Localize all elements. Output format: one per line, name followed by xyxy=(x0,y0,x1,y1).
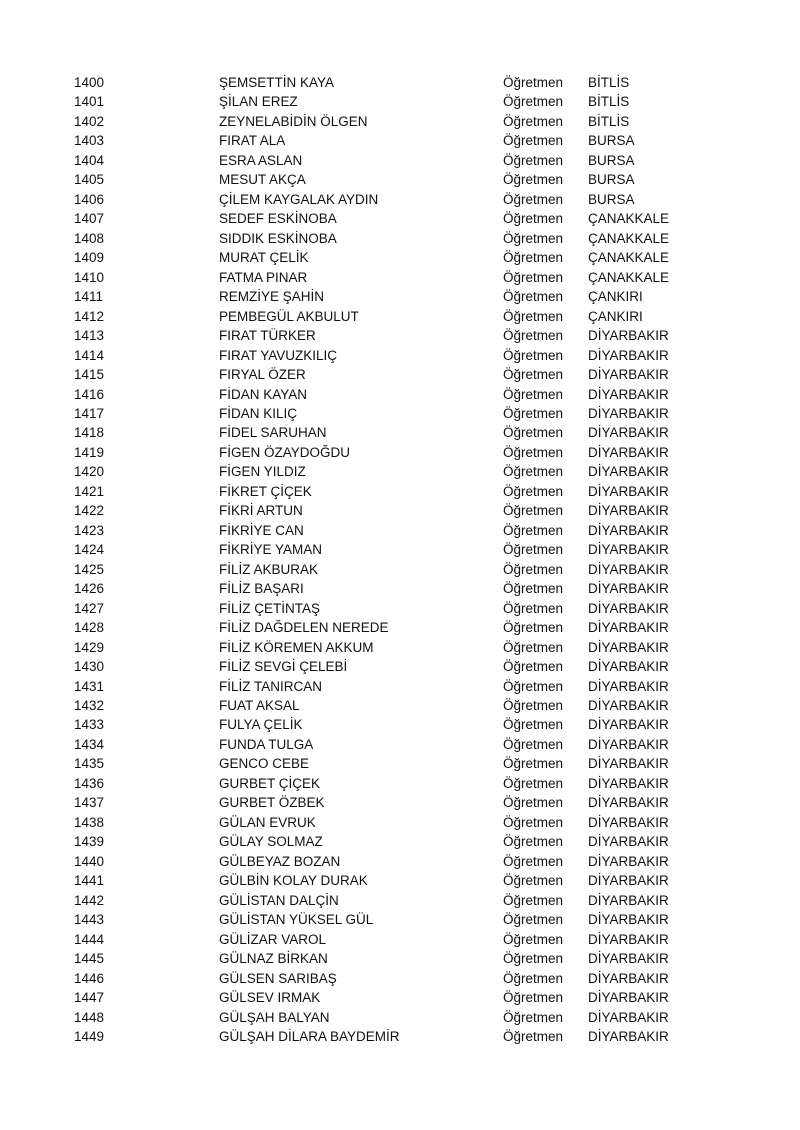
row-role: Öğretmen xyxy=(503,834,564,850)
row-role: Öğretmen xyxy=(503,951,564,967)
row-name: FİLİZ ÇETİNTAŞ xyxy=(219,600,321,616)
row-name: GÜLAN EVRUK xyxy=(219,814,316,830)
table-row xyxy=(0,385,800,404)
table-row xyxy=(0,151,800,170)
row-name: GURBET ÖZBEK xyxy=(219,795,325,811)
row-number: 1446 xyxy=(74,970,105,986)
row-city: DİYARBAKIR xyxy=(588,328,669,344)
row-name: ŞEMSETTİN KAYA xyxy=(219,75,335,90)
row-city: ÇANAKKALE xyxy=(588,211,670,227)
row-number: 1411 xyxy=(74,289,104,305)
row-name: FİDEL SARUHAN xyxy=(219,425,327,441)
row-city: DİYARBAKIR xyxy=(588,600,669,616)
row-role: Öğretmen xyxy=(503,113,564,129)
table-row xyxy=(0,209,800,228)
row-role: Öğretmen xyxy=(503,347,564,363)
row-role: Öğretmen xyxy=(503,1009,564,1025)
row-name: SIDDIK ESKİNOBA xyxy=(219,230,337,246)
row-city: DİYARBAKIR xyxy=(588,639,669,655)
row-role: Öğretmen xyxy=(503,814,564,830)
row-city: DİYARBAKIR xyxy=(588,542,669,558)
table-row xyxy=(0,482,800,501)
table-row xyxy=(0,307,800,326)
row-number: 1415 xyxy=(74,367,105,383)
table-row xyxy=(0,871,800,890)
table-row xyxy=(0,599,800,618)
row-city: BURSA xyxy=(588,133,635,149)
row-city: DİYARBAKIR xyxy=(588,620,669,636)
row-city: DİYARBAKIR xyxy=(588,892,669,908)
table-row xyxy=(0,1008,800,1027)
row-number: 1449 xyxy=(74,1028,105,1044)
row-name: FİLİZ BAŞARI xyxy=(219,581,304,597)
row-city: DİYARBAKIR xyxy=(588,425,669,441)
row-role: Öğretmen xyxy=(503,75,564,90)
table-row xyxy=(0,268,800,287)
row-name: FİLİZ SEVGİ ÇELEBİ xyxy=(219,659,348,675)
row-number: 1430 xyxy=(74,659,105,675)
row-city: DİYARBAKIR xyxy=(588,853,669,869)
table-row xyxy=(0,930,800,949)
row-number: 1442 xyxy=(74,892,105,908)
row-number: 1448 xyxy=(74,1009,105,1025)
row-name: FİLİZ KÖREMEN AKKUM xyxy=(219,639,374,655)
row-name: FİDAN KILIÇ xyxy=(219,405,298,421)
table-row xyxy=(0,774,800,793)
row-role: Öğretmen xyxy=(503,444,564,460)
row-number: 1405 xyxy=(74,172,105,188)
row-name: FİLİZ DAĞDELEN NEREDE xyxy=(219,620,389,636)
row-city: DİYARBAKIR xyxy=(588,464,669,480)
row-city: DİYARBAKIR xyxy=(588,873,669,889)
row-name: PEMBEGÜL AKBULUT xyxy=(219,308,359,324)
table-row xyxy=(0,735,800,754)
row-city: DİYARBAKIR xyxy=(588,970,669,986)
row-city: BİTLİS xyxy=(588,113,630,129)
row-number: 1441 xyxy=(74,873,105,889)
row-role: Öğretmen xyxy=(503,289,564,305)
row-name: FİGEN ÖZAYDOĞDU xyxy=(219,444,351,460)
table-row xyxy=(0,365,800,384)
row-name: GÜLAY SOLMAZ xyxy=(219,834,323,850)
row-name: GÜLİZAR VAROL xyxy=(219,931,327,947)
row-city: DİYARBAKIR xyxy=(588,795,669,811)
table-row xyxy=(0,443,800,462)
row-city: DİYARBAKIR xyxy=(588,912,669,928)
row-role: Öğretmen xyxy=(503,581,564,597)
table-row xyxy=(0,112,800,131)
row-number: 1420 xyxy=(74,464,105,480)
row-name: GÜLBEYAZ BOZAN xyxy=(219,853,341,869)
row-role: Öğretmen xyxy=(503,600,564,616)
row-city: DİYARBAKIR xyxy=(588,814,669,830)
row-role: Öğretmen xyxy=(503,756,564,772)
row-role: Öğretmen xyxy=(503,230,564,246)
row-name: GÜLİSTAN YÜKSEL GÜL xyxy=(219,912,374,928)
row-number: 1431 xyxy=(74,678,105,694)
row-city: DİYARBAKIR xyxy=(588,990,669,1006)
row-role: Öğretmen xyxy=(503,211,564,227)
row-role: Öğretmen xyxy=(503,639,564,655)
row-city: ÇANAKKALE xyxy=(588,230,670,246)
row-name: FİGEN YILDIZ xyxy=(219,464,306,480)
row-number: 1439 xyxy=(74,834,105,850)
row-number: 1447 xyxy=(74,990,105,1006)
table-row xyxy=(0,832,800,851)
row-number: 1401 xyxy=(74,94,105,110)
row-role: Öğretmen xyxy=(503,425,564,441)
row-name: GÜLŞAH BALYAN xyxy=(219,1009,330,1025)
row-city: DİYARBAKIR xyxy=(588,736,669,752)
row-city: DİYARBAKIR xyxy=(588,931,669,947)
row-number: 1408 xyxy=(74,230,105,246)
row-role: Öğretmen xyxy=(503,1028,564,1044)
row-role: Öğretmen xyxy=(503,172,564,188)
table-row xyxy=(0,618,800,637)
row-name: FİKRİYE YAMAN xyxy=(219,542,323,558)
row-role: Öğretmen xyxy=(503,659,564,675)
table-row xyxy=(0,754,800,773)
table-row xyxy=(0,813,800,832)
row-city: BURSA xyxy=(588,191,635,207)
row-name: FİLİZ AKBURAK xyxy=(219,561,319,577)
teacher-list xyxy=(0,73,800,1046)
table-row xyxy=(0,657,800,676)
row-role: Öğretmen xyxy=(503,795,564,811)
row-role: Öğretmen xyxy=(503,561,564,577)
row-role: Öğretmen xyxy=(503,483,564,499)
row-city: BURSA xyxy=(588,152,635,168)
row-number: 1400 xyxy=(74,75,105,90)
row-number: 1429 xyxy=(74,639,105,655)
row-role: Öğretmen xyxy=(503,191,564,207)
row-role: Öğretmen xyxy=(503,308,564,324)
row-city: DİYARBAKIR xyxy=(588,756,669,772)
row-number: 1404 xyxy=(74,152,105,168)
row-number: 1423 xyxy=(74,522,105,538)
row-city: DİYARBAKIR xyxy=(588,347,669,363)
row-number: 1433 xyxy=(74,717,105,733)
row-city: DİYARBAKIR xyxy=(588,659,669,675)
row-name: GENCO CEBE xyxy=(219,756,310,772)
row-name: ESRA ASLAN xyxy=(219,152,303,168)
row-city: DİYARBAKIR xyxy=(588,444,669,460)
row-name: GÜLSEN SARIBAŞ xyxy=(219,970,337,986)
row-name: GÜLSEV IRMAK xyxy=(219,990,321,1006)
row-name: FULYA ÇELİK xyxy=(219,717,303,733)
table-row xyxy=(0,248,800,267)
row-city: DİYARBAKIR xyxy=(588,951,669,967)
row-number: 1435 xyxy=(74,756,105,772)
row-role: Öğretmen xyxy=(503,503,564,519)
table-row xyxy=(0,579,800,598)
row-name: FUNDA TULGA xyxy=(219,736,314,752)
row-name: GÜLİSTAN DALÇİN xyxy=(219,892,339,908)
table-row xyxy=(0,696,800,715)
row-role: Öğretmen xyxy=(503,912,564,928)
row-role: Öğretmen xyxy=(503,873,564,889)
row-name: GÜLŞAH DİLARA BAYDEMİR xyxy=(219,1028,400,1044)
row-name: REMZİYE ŞAHİN xyxy=(219,289,325,305)
row-name: MESUT AKÇA xyxy=(219,172,306,188)
table-row xyxy=(0,638,800,657)
row-role: Öğretmen xyxy=(503,990,564,1006)
row-city: ÇANKIRI xyxy=(588,289,643,305)
table-row xyxy=(0,910,800,929)
table-row xyxy=(0,501,800,520)
row-name: MURAT ÇELİK xyxy=(219,250,309,266)
row-number: 1407 xyxy=(74,211,105,227)
row-name: FİKRİYE CAN xyxy=(219,522,304,538)
row-role: Öğretmen xyxy=(503,717,564,733)
row-city: DİYARBAKIR xyxy=(588,775,669,791)
row-city: ÇANAKKALE xyxy=(588,269,670,285)
row-role: Öğretmen xyxy=(503,386,564,402)
row-city: DİYARBAKIR xyxy=(588,367,669,383)
row-role: Öğretmen xyxy=(503,892,564,908)
row-name: FIRYAL ÖZER xyxy=(219,367,306,383)
table-row xyxy=(0,423,800,442)
row-role: Öğretmen xyxy=(503,542,564,558)
row-city: DİYARBAKIR xyxy=(588,405,669,421)
table-row xyxy=(0,462,800,481)
row-name: FİLİZ TANIRCAN xyxy=(219,678,323,694)
row-name: FIRAT YAVUZKILIÇ xyxy=(219,347,338,363)
row-city: DİYARBAKIR xyxy=(588,483,669,499)
row-name: SEDEF ESKİNOBA xyxy=(219,211,337,227)
row-number: 1424 xyxy=(74,542,105,558)
row-number: 1402 xyxy=(74,113,105,129)
row-number: 1417 xyxy=(74,405,105,421)
row-city: BİTLİS xyxy=(588,94,630,110)
row-city: DİYARBAKIR xyxy=(588,581,669,597)
row-number: 1437 xyxy=(74,795,105,811)
table-row xyxy=(0,793,800,812)
row-number: 1422 xyxy=(74,503,105,519)
row-name: ZEYNELABİDİN ÖLGEN xyxy=(219,113,368,129)
row-city: ÇANAKKALE xyxy=(588,250,670,266)
row-name: ŞİLAN EREZ xyxy=(219,94,298,110)
row-name: FIRAT ALA xyxy=(219,133,286,149)
row-number: 1416 xyxy=(74,386,105,402)
row-number: 1410 xyxy=(74,269,105,285)
row-city: DİYARBAKIR xyxy=(588,717,669,733)
row-role: Öğretmen xyxy=(503,94,564,110)
table-row xyxy=(0,949,800,968)
row-name: FİKRET ÇİÇEK xyxy=(219,483,312,499)
row-city: DİYARBAKIR xyxy=(588,678,669,694)
table-row xyxy=(0,852,800,871)
row-number: 1419 xyxy=(74,444,105,460)
row-number: 1443 xyxy=(74,912,105,928)
row-number: 1434 xyxy=(74,736,105,752)
table-row xyxy=(0,229,800,248)
row-city: DİYARBAKIR xyxy=(588,561,669,577)
row-role: Öğretmen xyxy=(503,522,564,538)
row-role: Öğretmen xyxy=(503,269,564,285)
row-number: 1409 xyxy=(74,250,105,266)
table-row xyxy=(0,1027,800,1046)
row-name: FİKRİ ARTUN xyxy=(219,503,303,519)
row-number: 1418 xyxy=(74,425,105,441)
row-role: Öğretmen xyxy=(503,405,564,421)
row-name: FIRAT TÜRKER xyxy=(219,328,316,344)
row-city: DİYARBAKIR xyxy=(588,1009,669,1025)
row-name: FUAT AKSAL xyxy=(219,698,300,713)
row-number: 1426 xyxy=(74,581,105,597)
row-role: Öğretmen xyxy=(503,931,564,947)
row-role: Öğretmen xyxy=(503,620,564,636)
row-number: 1413 xyxy=(74,328,105,344)
row-number: 1436 xyxy=(74,775,105,791)
table-row xyxy=(0,190,800,209)
row-number: 1406 xyxy=(74,191,105,207)
row-role: Öğretmen xyxy=(503,328,564,344)
row-name: GÜLBİN KOLAY DURAK xyxy=(219,873,368,889)
row-number: 1444 xyxy=(74,931,105,947)
table-row xyxy=(0,404,800,423)
row-number: 1432 xyxy=(74,698,105,713)
row-number: 1438 xyxy=(74,814,105,830)
row-city: ÇANKIRI xyxy=(588,308,643,324)
row-number: 1427 xyxy=(74,600,105,616)
row-city: DİYARBAKIR xyxy=(588,1028,669,1044)
row-city: DİYARBAKIR xyxy=(588,522,669,538)
table-row xyxy=(0,170,800,189)
row-role: Öğretmen xyxy=(503,698,564,713)
row-number: 1428 xyxy=(74,620,105,636)
row-number: 1414 xyxy=(74,347,105,363)
table-row xyxy=(0,326,800,345)
row-city: BİTLİS xyxy=(588,75,630,90)
row-name: FİDAN KAYAN xyxy=(219,386,308,402)
row-name: ÇİLEM KAYGALAK AYDIN xyxy=(219,191,379,207)
table-row xyxy=(0,540,800,559)
row-number: 1421 xyxy=(74,483,105,499)
row-city: DİYARBAKIR xyxy=(588,834,669,850)
table-row xyxy=(0,73,800,92)
row-role: Öğretmen xyxy=(503,464,564,480)
row-number: 1403 xyxy=(74,133,105,149)
row-name: FATMA PINAR xyxy=(219,269,308,285)
row-number: 1445 xyxy=(74,951,105,967)
table-row xyxy=(0,287,800,306)
row-role: Öğretmen xyxy=(503,775,564,791)
row-city: BURSA xyxy=(588,172,635,188)
row-role: Öğretmen xyxy=(503,152,564,168)
table-row xyxy=(0,988,800,1007)
row-role: Öğretmen xyxy=(503,678,564,694)
table-row xyxy=(0,677,800,696)
row-name: GÜLNAZ BİRKAN xyxy=(219,951,328,967)
table-row xyxy=(0,346,800,365)
table-row xyxy=(0,715,800,734)
table-row xyxy=(0,560,800,579)
row-name: GURBET ÇİÇEK xyxy=(219,775,321,791)
table-row xyxy=(0,131,800,150)
table-row xyxy=(0,969,800,988)
table-row xyxy=(0,891,800,910)
row-city: DİYARBAKIR xyxy=(588,698,669,713)
row-number: 1412 xyxy=(74,308,105,324)
row-number: 1425 xyxy=(74,561,105,577)
row-role: Öğretmen xyxy=(503,853,564,869)
row-number: 1440 xyxy=(74,853,105,869)
row-role: Öğretmen xyxy=(503,970,564,986)
row-city: DİYARBAKIR xyxy=(588,503,669,519)
table-row xyxy=(0,92,800,111)
table-row xyxy=(0,521,800,540)
row-role: Öğretmen xyxy=(503,736,564,752)
row-role: Öğretmen xyxy=(503,250,564,266)
row-role: Öğretmen xyxy=(503,133,564,149)
row-role: Öğretmen xyxy=(503,367,564,383)
row-city: DİYARBAKIR xyxy=(588,386,669,402)
